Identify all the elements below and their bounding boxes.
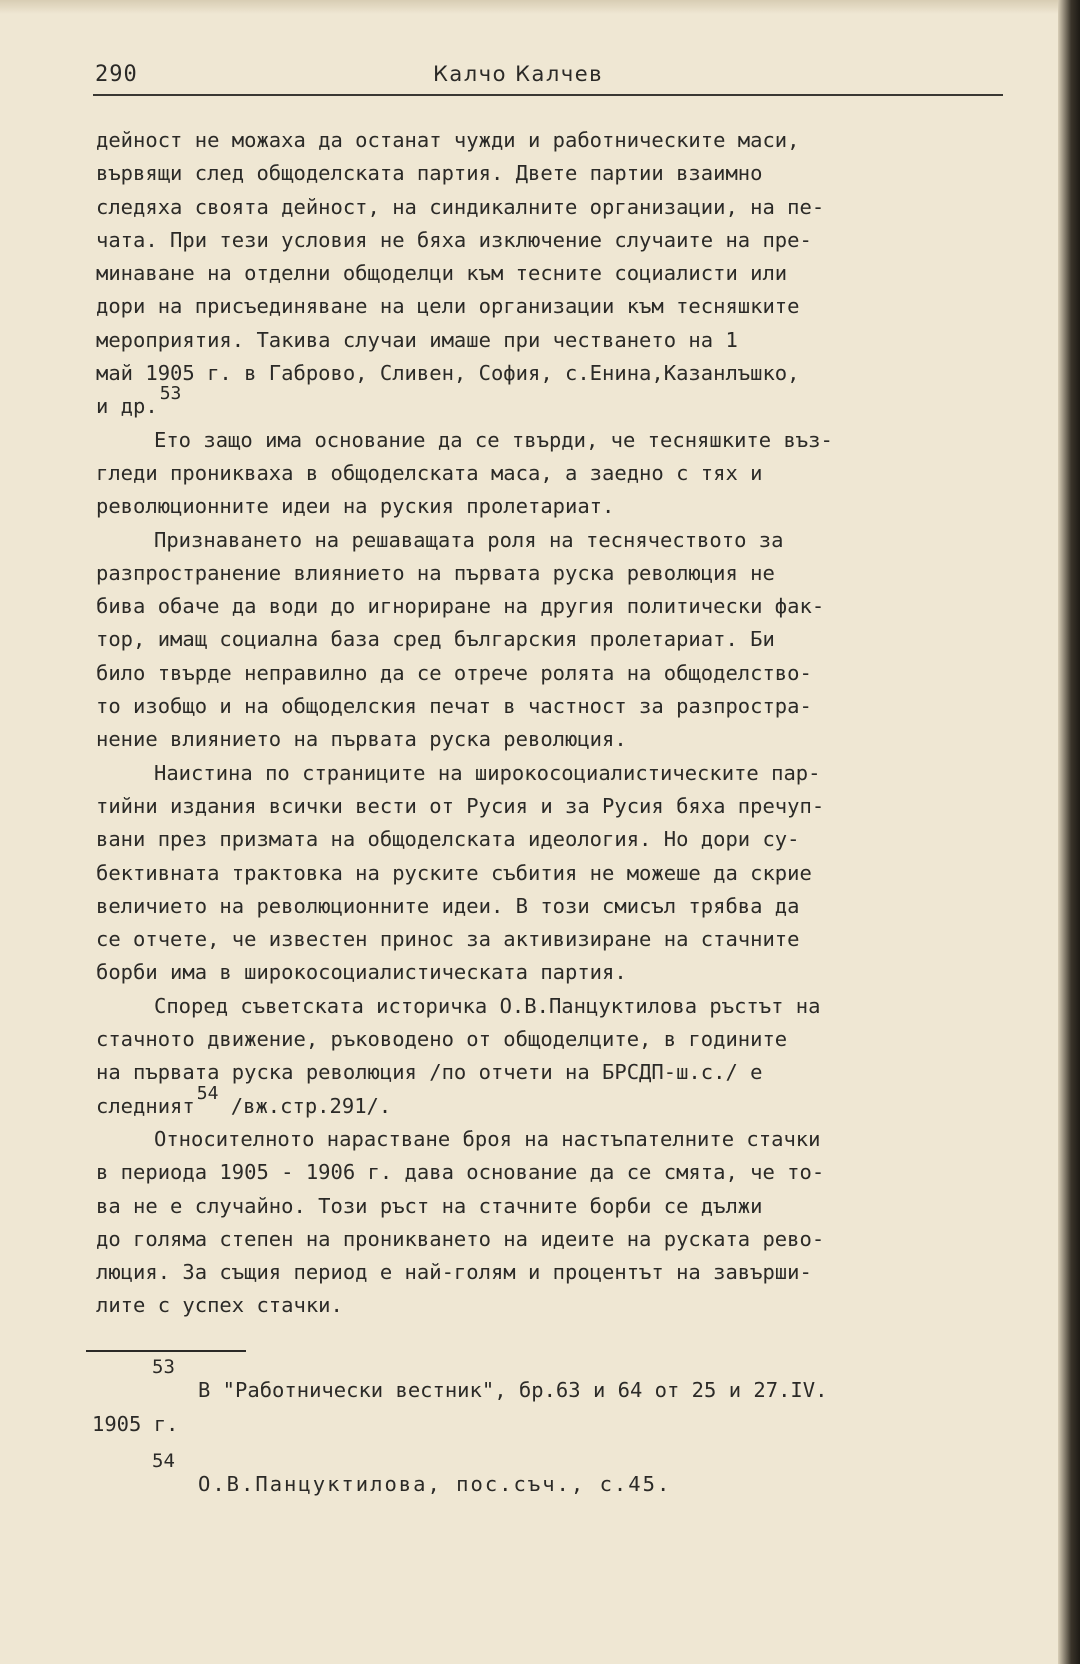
footnote-number: 53	[152, 1356, 175, 1378]
text-line: борби има в широкосоциалистическата партия.	[96, 960, 627, 985]
body-text	[96, 124, 1006, 1323]
footnote-text: О.В.Панцуктилова, пос.съч., с.45.	[198, 1472, 672, 1496]
text-line: тор, имащ социална база сред българския пролетариат. Би	[96, 627, 775, 652]
text-line	[96, 383, 1006, 423]
book-spine-edge	[1058, 0, 1080, 1664]
text-line: революционните идеи на руския пролетариат.	[96, 494, 615, 519]
text-line-content: следният	[96, 1093, 195, 1118]
text-line: гледи проникваха в общоделската маса, а заедно с тях и	[96, 460, 763, 485]
page-number: 290	[95, 62, 138, 87]
text-line: вани през призмата на общоделската идеология. Но дори су-	[96, 827, 800, 852]
text-line: разпространение влиянието на първата руска революция не	[96, 560, 775, 585]
text-line: нение влиянието на първата руска революция.	[96, 727, 627, 752]
running-title: Калчо Калчев	[433, 62, 604, 86]
text-line: в периода 1905 - 1906 г. дава основание да се смята, че то-	[96, 1160, 825, 1185]
footnote-ref-53: 53	[159, 383, 182, 405]
text-line: до голяма степен на проникването на идеите на руската рево-	[96, 1226, 825, 1251]
text-line: то изобщо и на общоделския печат в частност за разпростра-	[96, 694, 812, 719]
text-line: минаване на отделни общоделци към тесните социалисти или	[96, 261, 788, 286]
paragraph-start-line: Ето защо има основание да се твърди, че тесняшките въз-	[154, 427, 833, 452]
text-line: лите с успех стачки.	[96, 1293, 343, 1318]
text-line: величието на революционните идеи. В този смисъл трябва да	[96, 893, 800, 918]
text-line: люция. За същия период е най-голям и процентът на завърши-	[96, 1260, 812, 1285]
text-line-tail: /вж.стр.291/.	[218, 1093, 392, 1118]
footnote-number: 54	[152, 1450, 175, 1472]
text-line: на първата руска революция /по отчети на БРСДП-ш.с./ е	[96, 1060, 763, 1085]
page-header	[93, 60, 1003, 96]
text-line: дори на присъединяване на цели организации към тесняшките	[96, 294, 800, 319]
paragraph-start-line: Според съветската историчка О.В.Панцуктилова ръстът на	[154, 993, 821, 1018]
paragraph-start-line: Наистина по страниците на широкосоциалистическите пар-	[154, 760, 821, 785]
footnote-ref-54: 54	[196, 1082, 219, 1104]
text-line: тийни издания всички вести от Русия и за Русия бяха пречуп-	[96, 793, 825, 818]
text-line: следяха своята дейност, на синдикалните организации, на пе-	[96, 194, 825, 219]
text-line: бива обаче да води до игнориране на другия политически фак-	[96, 594, 825, 619]
footnote-separator	[86, 1350, 246, 1352]
text-line: се отчете, че известен принос за активизиране на стачните	[96, 927, 800, 952]
text-line: май 1905 г. в Габрово, Сливен, София, с.Енина,Казанлъшко,	[96, 361, 800, 386]
footnote-text-continuation: 1905 г.	[92, 1412, 179, 1436]
paragraph-start-line: Признаването на решаващата роля на теснячеството за	[154, 527, 784, 552]
text-line: стачното движение, ръководено от общоделците, в годините	[96, 1027, 788, 1052]
text-line: било твърде неправилно да се отрече ролята на общоделство-	[96, 660, 812, 685]
text-line-content: и др.	[96, 394, 158, 419]
text-line: мероприятия. Такива случаи имаше при честването на 1	[96, 327, 738, 352]
page-top-shade	[0, 0, 1058, 14]
text-line	[96, 1082, 1006, 1123]
text-line: ва не е случайно. Този ръст на стачните борби се дължи	[96, 1193, 763, 1218]
text-line: вървящи след общоделската партия. Двете партии взаимно	[96, 161, 763, 186]
paragraph-start-line: Относителното нарастване броя на настъпателните стачки	[154, 1126, 821, 1151]
footnote-text: В "Работнически вестник", бр.63 и 64 от 25 и 27.IV.	[198, 1378, 828, 1402]
text-line: бективната трактовка на руските събития не можеше да скрие	[96, 860, 812, 885]
text-line: чата. При тези условия не бяха изключение случаите на пре-	[96, 227, 812, 252]
text-line: дейност не можаха да останат чужди и работническите маси,	[96, 128, 800, 152]
